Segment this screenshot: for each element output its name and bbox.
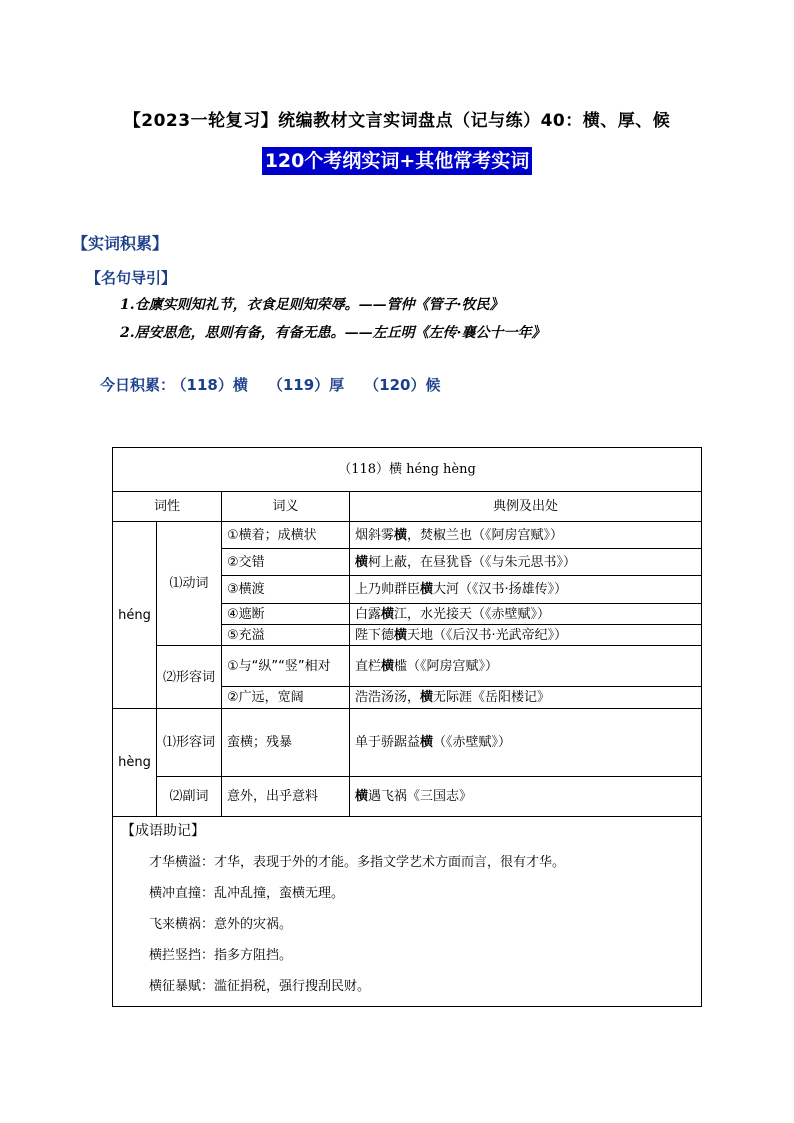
famous-quotes-heading: 【名句导引】: [86, 269, 177, 287]
table-row: [113, 777, 702, 817]
quote-1: 1.仓廪实则知礼节，衣食足则知荣辱。——管仲《管子·牧民》: [120, 297, 504, 313]
example-cell: 浩浩汤汤，横无际涯《岳阳楼记》: [350, 687, 702, 709]
today-item-119: （119）厚: [267, 376, 345, 394]
pos-adjective-2: ⑴形容词: [157, 709, 222, 777]
example-cell: 陛下德横天地（《后汉书·光武帝纪》）: [350, 625, 702, 646]
meaning-cell: 蛮横；残暴: [222, 709, 350, 777]
today-accumulation: [100, 374, 460, 395]
meaning-cell: ⑤充溢: [222, 625, 350, 646]
example-cell: 烟斜雾横，焚椒兰也（《阿房宫赋》）: [350, 522, 702, 549]
idiom-item: 横冲直撞：乱冲乱撞，蛮横无理。: [149, 886, 345, 901]
pronunciation-heng2: héng: [113, 522, 157, 709]
pos-verb: ⑴动词: [157, 522, 222, 646]
meaning-cell: ①与“纵”“竖”相对: [222, 646, 350, 687]
idiom-item: 横拦竖挡：指多方阻挡。: [149, 948, 293, 963]
example-cell: 横柯上蔽，在昼犹昏（《与朱元思书》）: [350, 549, 702, 576]
idiom-heading: 【成语助记】: [121, 823, 205, 839]
idiom-item: 才华横溢：才华，表现于外的才能。多指文学艺术方面而言，很有才华。: [149, 855, 566, 870]
today-label: 今日积累：: [100, 376, 176, 394]
example-cell: 单于骄踞益横（《赤壁赋》）: [350, 709, 702, 777]
today-item-118: （118）横: [179, 376, 248, 394]
pos-adjective: ⑵形容词: [157, 646, 222, 709]
column-example: 典例及出处: [350, 492, 702, 522]
pos-adverb: ⑵副词: [157, 777, 222, 817]
word-table: [112, 447, 702, 1007]
example-cell: 直栏横槛（《阿房宫赋》）: [350, 646, 702, 687]
meaning-cell: ③横渡: [222, 576, 350, 604]
meaning-cell: ②广远，宽阔: [222, 687, 350, 709]
table-row: [113, 522, 702, 549]
meaning-cell: ①横着；成横状: [222, 522, 350, 549]
document-title: 【2023一轮复习】统编教材文言实词盘点（记与练）40：横、厚、候: [123, 111, 671, 131]
pronunciation-heng4: hèng: [113, 709, 157, 817]
column-pos: 词性: [113, 492, 222, 522]
column-meaning: 词义: [222, 492, 350, 522]
table-row: [113, 646, 702, 687]
quote-2: 2.居安思危，思则有备，有备无患。——左丘明《左传·襄公十一年》: [120, 325, 546, 341]
table-heading: （118）横 héng hèng: [113, 448, 702, 492]
meaning-cell: ②交错: [222, 549, 350, 576]
document-subtitle: 120个考纲实词+其他常考实词: [262, 147, 533, 175]
meaning-cell: ④遮断: [222, 604, 350, 625]
example-cell: 横遇飞祸《三国志》: [350, 777, 702, 817]
idiom-section: [113, 817, 702, 1007]
idiom-item: 飞来横祸：意外的灾祸。: [149, 917, 293, 932]
table-row: [113, 709, 702, 777]
example-cell: 上乃帅群臣横大河（《汉书·扬雄传》）: [350, 576, 702, 604]
example-cell: 白露横江，水光接天（《赤壁赋》）: [350, 604, 702, 625]
idiom-item: 横征暴赋：滥征捐税，强行搜刮民财。: [149, 979, 371, 994]
today-item-120: （120）候: [364, 376, 441, 394]
section-heading: 【实词积累】: [72, 234, 169, 253]
meaning-cell: 意外，出乎意料: [222, 777, 350, 817]
